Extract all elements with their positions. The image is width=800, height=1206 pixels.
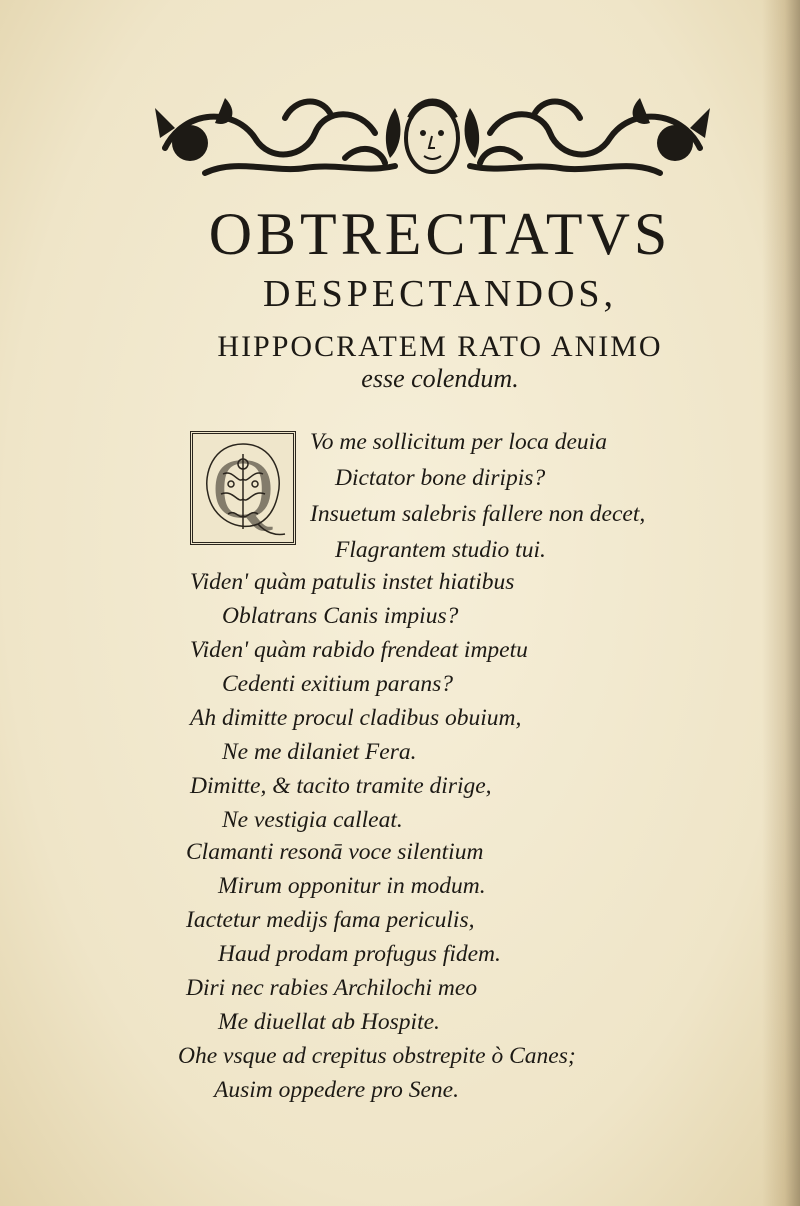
title-line-3: HIPPOCRATEM RATO ANIMO bbox=[217, 330, 663, 363]
verse-line: Viden' quàm rabido frendeat impetu bbox=[190, 637, 528, 663]
verse-line: Ah dimitte procul cladibus obuium, bbox=[190, 705, 522, 731]
verse-line: Dictator bone diripis? bbox=[335, 465, 546, 491]
verse-line: Mirum opponitur in modum. bbox=[218, 873, 486, 899]
verse-line: Flagrantem studio tui. bbox=[335, 537, 546, 563]
verse-line: Haud prodam profugus fidem. bbox=[218, 941, 501, 967]
title-line-4: esse colendum. bbox=[361, 364, 519, 393]
verse-line: Ausim oppedere pro Sene. bbox=[214, 1077, 459, 1103]
page-gutter-shadow bbox=[762, 0, 800, 1206]
ornament-headpiece bbox=[145, 88, 720, 186]
initial-letter: Q bbox=[211, 440, 275, 536]
verse-line: Ne vestigia calleat. bbox=[222, 807, 403, 833]
verse-line: Vo me sollicitum per loca deuia bbox=[310, 429, 607, 455]
title-line-1: OBTRECTATVS bbox=[208, 201, 672, 267]
verse-line: Ne me dilaniet Fera. bbox=[222, 739, 417, 765]
verse-line: Iactetur medijs fama periculis, bbox=[186, 907, 475, 933]
verse-line: Diri nec rabies Archilochi meo bbox=[186, 975, 478, 1001]
verse-line: Dimitte, & tacito tramite dirige, bbox=[190, 773, 492, 799]
verse-line: Oblatrans Canis impius? bbox=[222, 603, 459, 629]
verse-line: Cedenti exitium parans? bbox=[222, 671, 454, 697]
verse-line: Clamanti resonā voce silentium bbox=[186, 839, 484, 865]
verse-line: Me diuellat ab Hospite. bbox=[218, 1009, 440, 1035]
verse-line: Insuetum salebris fallere non decet, bbox=[310, 501, 646, 527]
verse-line: Ohe vsque ad crepitus obstrepite ò Canes; bbox=[178, 1043, 576, 1069]
decorated-initial bbox=[190, 431, 296, 545]
title-line-2: DESPECTANDOS, bbox=[262, 273, 618, 315]
verse-line: Viden' quàm patulis instet hiatibus bbox=[190, 569, 515, 595]
